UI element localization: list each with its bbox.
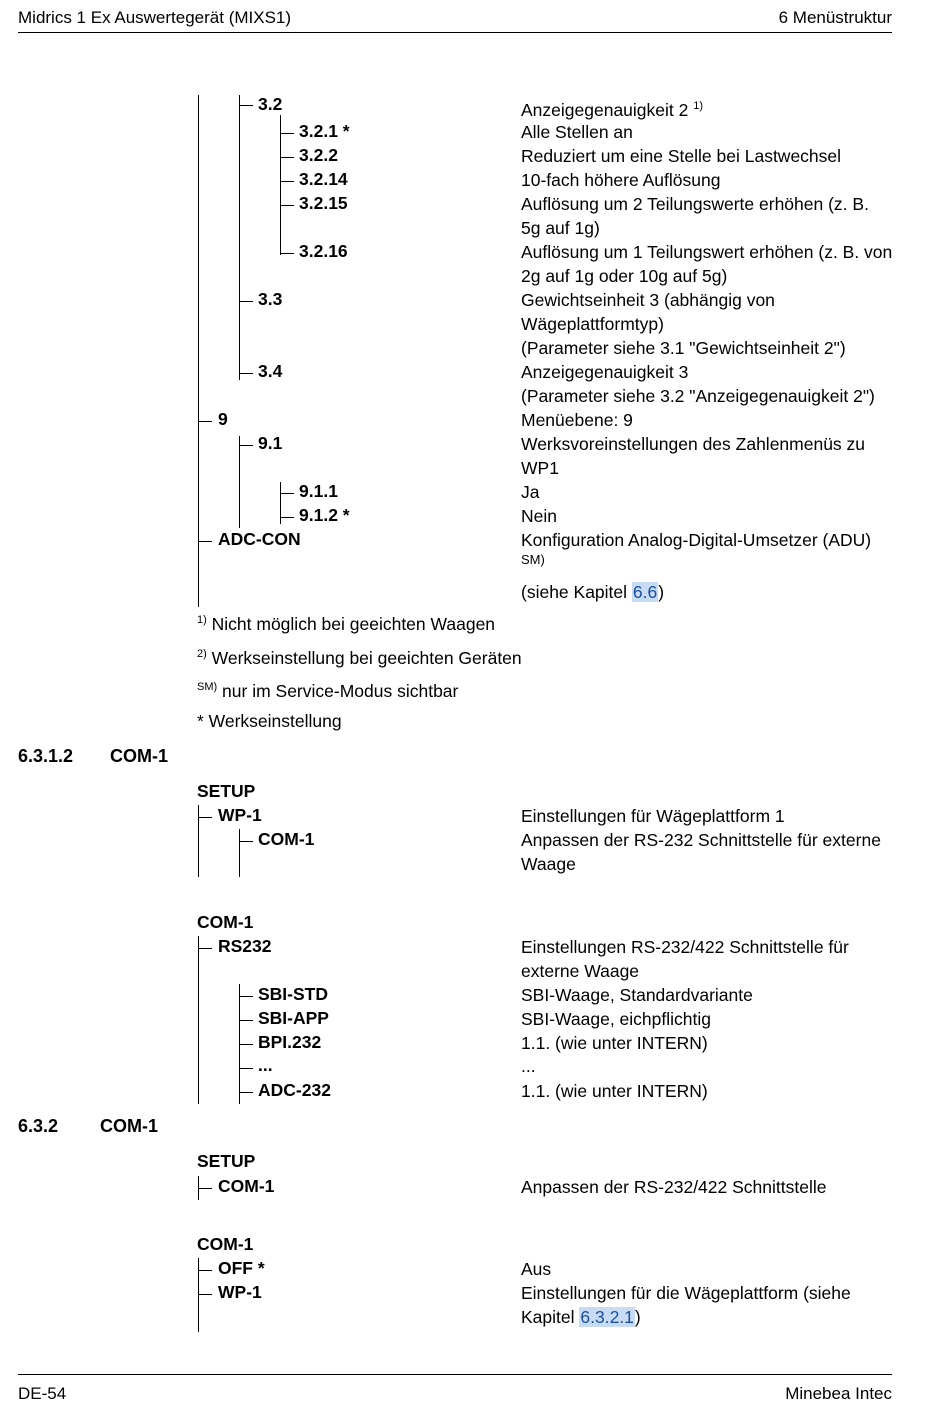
tree-root: SETUP <box>197 1151 256 1171</box>
tree-branch <box>239 996 253 997</box>
node-desc-text: ) <box>634 1307 641 1327</box>
node-code: RS232 <box>218 936 272 956</box>
tree-branch <box>239 105 253 106</box>
node-code: 3.3 <box>258 289 283 309</box>
page-header <box>18 6 892 33</box>
node-desc: Einstellungen für Wägeplattform 1 <box>521 806 785 826</box>
tree-branch <box>280 157 294 158</box>
footnote-text: Nicht möglich bei geeichten Waagen <box>206 614 496 634</box>
section-title: COM-1 <box>100 1116 158 1136</box>
node-code: 9 <box>218 409 228 429</box>
node-desc <box>521 288 893 360</box>
footnote <box>197 681 458 702</box>
tree-branch <box>280 181 294 182</box>
footnote-mark: SM) <box>521 552 545 567</box>
tree-branch <box>280 253 294 254</box>
tree-branch <box>198 541 212 542</box>
node-desc: Anpassen der RS-232 Schnittstelle für externe Waage <box>521 830 881 874</box>
tree-branch <box>239 1092 253 1093</box>
node-desc: Nein <box>521 506 557 526</box>
node-code: 9.1 <box>258 433 283 453</box>
node-desc: 10-fach höhere Auflösung <box>521 170 721 190</box>
node-code: 9.1.1 <box>299 481 338 501</box>
node-desc <box>521 528 893 568</box>
node-desc-line: (Parameter siehe 3.1 "Gewichtseinheit 2") <box>521 338 846 358</box>
reference-text: (siehe Kapitel <box>521 582 632 602</box>
node-desc: SBI-Waage, eichpflichtig <box>521 1009 711 1029</box>
node-desc-line: Anzeigegenauigkeit 3 <box>521 362 689 382</box>
tree-line <box>198 936 199 1104</box>
tree-line <box>239 829 240 877</box>
tree-branch <box>239 445 253 446</box>
chapter-link[interactable]: 6.6 <box>632 582 658 602</box>
node-desc: 1.1. (wie unter INTERN) <box>521 1033 708 1053</box>
node-desc: Alle Stellen an <box>521 122 633 142</box>
footnote: * Werkseinstellung <box>197 711 342 731</box>
footnote-mark: SM) <box>197 681 218 694</box>
tree-line <box>239 95 240 380</box>
node-desc <box>521 1281 893 1329</box>
node-desc: Menüebene: 9 <box>521 410 633 430</box>
node-code: ADC-CON <box>218 529 301 549</box>
node-code: 3.2.2 <box>299 145 338 165</box>
node-desc: Werksvoreinstellungen des Zahlenmenüs zu WP1 <box>521 434 866 478</box>
node-desc-text: Einstellungen für die Wägeplattform (siehe Kapitel <box>521 1283 851 1327</box>
node-desc: 1.1. (wie unter INTERN) <box>521 1081 708 1101</box>
footnote-text: Werkseinstellung bei geeichten Geräten <box>206 648 522 668</box>
node-code: 3.2.15 <box>299 193 348 213</box>
page-footer <box>18 1374 892 1401</box>
node-desc: Aus <box>521 1259 552 1279</box>
node-code: 3.2.1 * <box>299 121 350 141</box>
tree-branch <box>280 133 294 134</box>
node-desc-line: (Parameter siehe 3.2 "Anzeigegenauigkeit 2") <box>521 386 875 406</box>
tree-line <box>280 115 281 255</box>
tree-branch <box>198 948 212 949</box>
node-desc: Auflösung um 1 Teilungswert erhöhen (z. B. von 2g auf 1g oder 10g auf 5g) <box>521 242 893 286</box>
tree-root: SETUP <box>197 781 256 801</box>
footnote <box>197 614 495 635</box>
reference-text: ) <box>658 582 665 602</box>
section-number: 6.3.2 <box>18 1116 59 1136</box>
tree-line <box>198 805 199 877</box>
tree-branch <box>198 817 212 818</box>
node-desc: Auflösung um 2 Teilungswerte erhöhen (z. B. 5g auf 1g) <box>521 194 869 238</box>
tree-branch <box>280 205 294 206</box>
section-title: COM-1 <box>110 746 168 766</box>
node-code: 9.1.2 * <box>299 505 350 525</box>
node-code: SBI-APP <box>258 1008 329 1028</box>
section-number: 6.3.1.2 <box>18 746 74 766</box>
node-desc <box>521 94 893 122</box>
node-code: 3.2.16 <box>299 241 348 261</box>
header-title: Midrics 1 Ex Auswertegerät (MIXS1) <box>18 8 292 27</box>
tree-branch <box>239 301 253 302</box>
node-code: COM-1 <box>218 1176 275 1196</box>
chapter-link[interactable]: 6.3.2.1 <box>580 1307 634 1327</box>
tree-branch <box>280 517 294 518</box>
node-code: ... <box>258 1055 273 1075</box>
footnote-mark: 1) <box>693 100 704 112</box>
tree-branch <box>239 1020 253 1021</box>
node-code: COM-1 <box>258 829 315 849</box>
footnote-mark: 2) <box>197 648 207 661</box>
tree-root: COM-1 <box>197 912 254 932</box>
node-code: 3.2 <box>258 94 283 114</box>
header-chapter: 6 Menüstruktur <box>778 8 892 27</box>
node-desc: Reduziert um eine Stelle bei Lastwechsel <box>521 146 842 166</box>
node-code: WP-1 <box>218 1282 262 1302</box>
node-desc-line: Konfiguration Analog-Digital-Umsetzer (ADU) <box>521 530 872 550</box>
tree-branch <box>239 1044 253 1045</box>
node-desc-text: Anzeigegenauigkeit 2 <box>521 99 689 120</box>
node-code: SBI-STD <box>258 984 328 1004</box>
footnote-mark: 1) <box>197 614 207 627</box>
page-number: DE-54 <box>18 1384 67 1403</box>
node-desc: ... <box>521 1056 536 1076</box>
footer-brand: Minebea Intec <box>785 1384 892 1403</box>
tree-branch <box>198 1270 212 1271</box>
tree-root: COM-1 <box>197 1234 254 1254</box>
tree-branch <box>239 841 253 842</box>
tree-branch <box>198 421 212 422</box>
node-code: BPI.232 <box>258 1032 322 1052</box>
node-desc: Ja <box>521 482 540 502</box>
tree-line <box>198 95 199 607</box>
node-code: 3.2.14 <box>299 169 348 189</box>
node-desc-line: Gewichtseinheit 3 (abhängig von Wägeplattformtyp) <box>521 290 775 334</box>
tree-branch <box>239 1068 253 1069</box>
footnote-text: nur im Service-Modus sichtbar <box>217 681 459 701</box>
node-desc: SBI-Waage, Standardvariante <box>521 985 753 1005</box>
tree-branch <box>198 1294 212 1295</box>
tree-branch <box>198 1188 212 1189</box>
node-desc: Anpassen der RS-232/422 Schnittstelle <box>521 1177 827 1197</box>
chapter-reference <box>521 580 893 604</box>
node-code: ADC-232 <box>258 1080 331 1100</box>
node-desc <box>521 360 893 408</box>
tree-branch <box>239 373 253 374</box>
node-code: WP-1 <box>218 805 262 825</box>
node-desc: Einstellungen RS-232/422 Schnittstelle für externe Waage <box>521 937 849 981</box>
tree-branch <box>280 493 294 494</box>
tree-line <box>239 436 240 528</box>
footnote <box>197 648 522 669</box>
node-code: 3.4 <box>258 361 283 381</box>
node-code: OFF * <box>218 1258 265 1278</box>
